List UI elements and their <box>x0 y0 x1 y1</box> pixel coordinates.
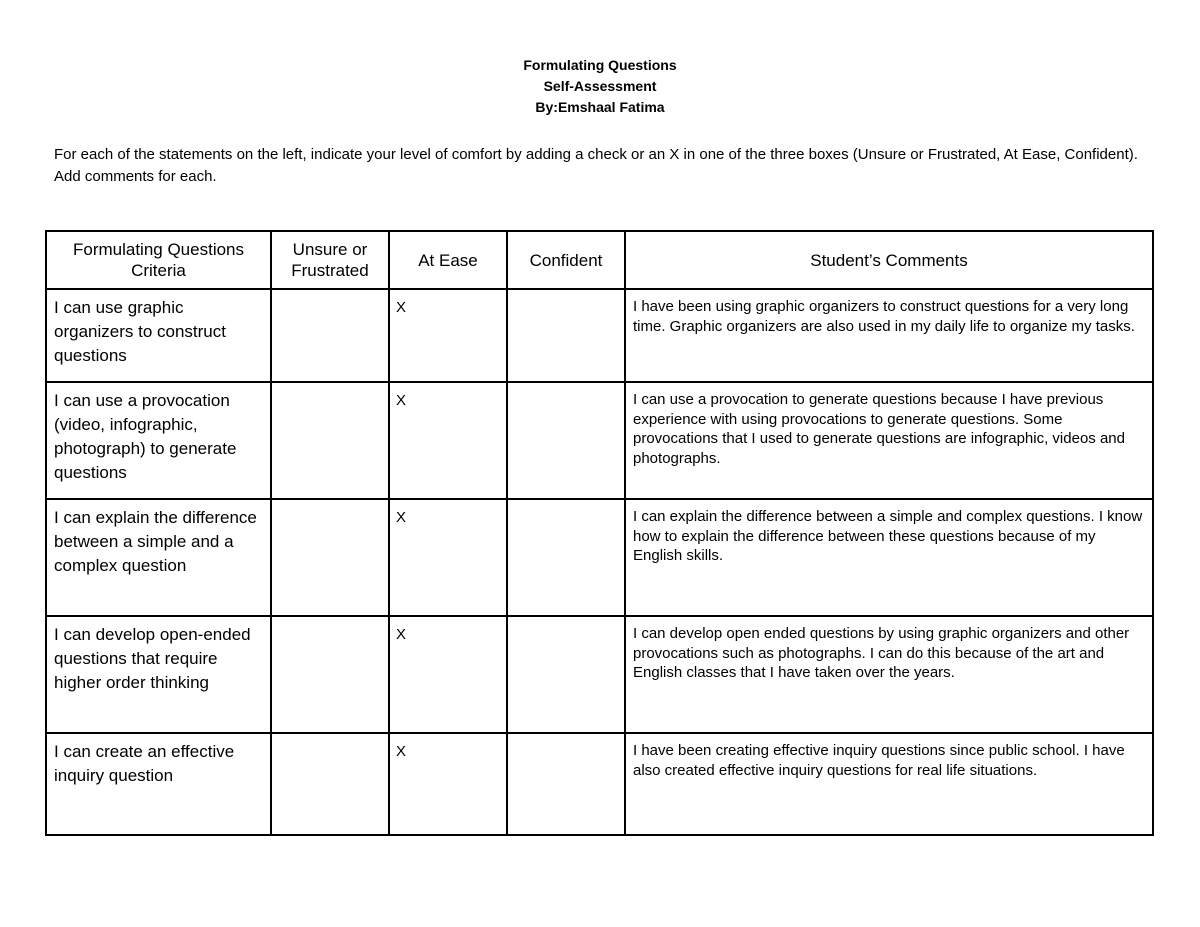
confident-cell[interactable] <box>507 733 625 835</box>
at-ease-cell[interactable]: X <box>389 616 507 733</box>
instructions-line-2: Add comments for each. <box>54 168 217 185</box>
confident-cell[interactable] <box>507 289 625 382</box>
comment-cell[interactable]: I can use a provocation to generate questions because I have previous experience with using provocations to generate questions. Some provocations that I used to generate questions are infographic, videos and photographs. <box>625 382 1153 499</box>
header-at-ease: At Ease <box>389 231 507 289</box>
comment-cell[interactable]: I have been creating effective inquiry questions since public school. I have also created effective inquiry questions for real life situations. <box>625 733 1153 835</box>
comment-cell[interactable]: I can explain the difference between a simple and complex questions. I know how to explain the difference between these questions because of my English skills. <box>625 499 1153 616</box>
criterion-cell: I can create an effective inquiry question <box>46 733 271 835</box>
header-criteria: Formulating Questions Criteria <box>46 231 271 289</box>
unsure-cell[interactable] <box>271 733 389 835</box>
comment-cell[interactable]: I can develop open ended questions by using graphic organizers and other provocations such as photographs. I can do this because of the art and English classes that I have taken over the years. <box>625 616 1153 733</box>
table-row <box>46 733 1153 835</box>
confident-cell[interactable] <box>507 382 625 499</box>
table-row <box>46 382 1153 499</box>
title-line-1: Formulating Questions <box>523 57 677 73</box>
self-assessment-table <box>45 230 1154 836</box>
confident-cell[interactable] <box>507 499 625 616</box>
title-line-2: Self-Assessment <box>543 78 657 94</box>
criterion-cell: I can explain the difference between a simple and a complex question <box>46 499 271 616</box>
unsure-cell[interactable] <box>271 382 389 499</box>
instructions <box>54 144 1154 188</box>
header-confident: Confident <box>507 231 625 289</box>
criterion-cell: I can develop open-ended questions that require higher order thinking <box>46 616 271 733</box>
unsure-cell[interactable] <box>271 616 389 733</box>
table-row <box>46 289 1153 382</box>
table-row <box>46 616 1153 733</box>
title-line-3: By:Emshaal Fatima <box>535 99 665 115</box>
table-header-row <box>46 231 1153 289</box>
criterion-cell: I can use a provocation (video, infographic, photograph) to generate questions <box>46 382 271 499</box>
unsure-cell[interactable] <box>271 289 389 382</box>
document-title <box>0 55 1200 118</box>
table-row <box>46 499 1153 616</box>
at-ease-cell[interactable]: X <box>389 733 507 835</box>
at-ease-cell[interactable]: X <box>389 382 507 499</box>
instructions-line-1: For each of the statements on the left, indicate your level of comfort by adding a check or an X in one of the three boxes (Unsure or Frustrated, At Ease, Confident). <box>54 146 1138 163</box>
unsure-cell[interactable] <box>271 499 389 616</box>
at-ease-cell[interactable]: X <box>389 499 507 616</box>
at-ease-cell[interactable]: X <box>389 289 507 382</box>
header-unsure: Unsure or Frustrated <box>271 231 389 289</box>
confident-cell[interactable] <box>507 616 625 733</box>
header-comments: Student’s Comments <box>625 231 1153 289</box>
comment-cell[interactable]: I have been using graphic organizers to construct questions for a very long time. Graphic organizers are also used in my daily life to organize my tasks. <box>625 289 1153 382</box>
criterion-cell: I can use graphic organizers to construct questions <box>46 289 271 382</box>
